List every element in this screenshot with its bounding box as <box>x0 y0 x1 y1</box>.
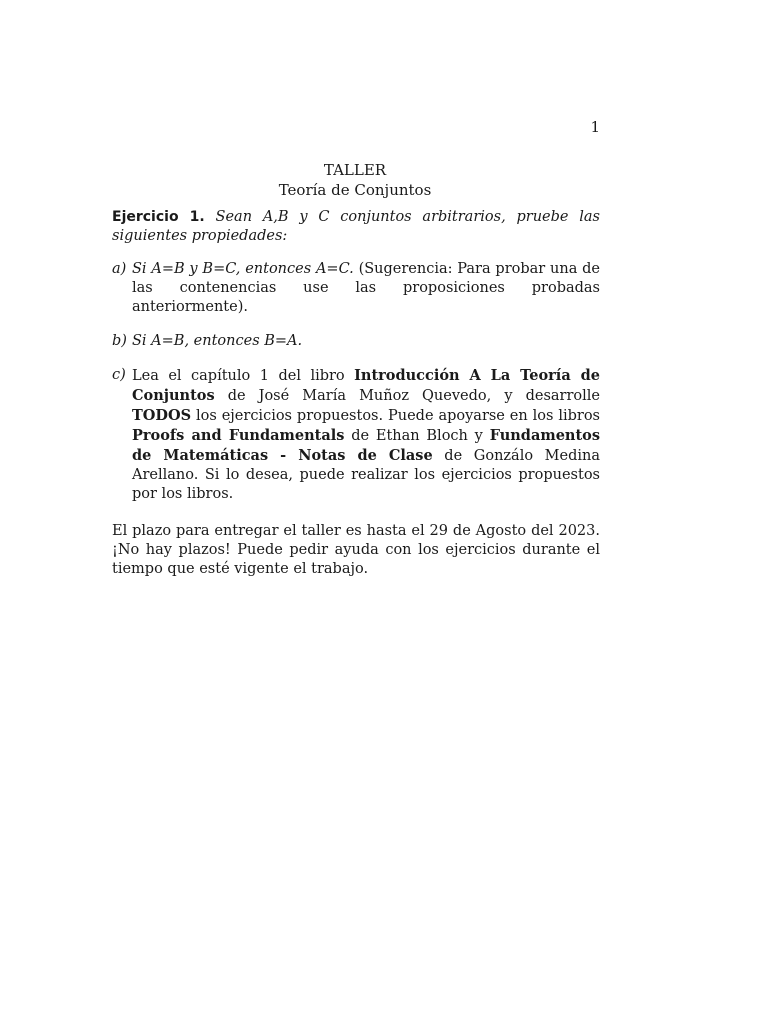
item-italic-text: Si A=B, entonces B=A. <box>132 333 303 349</box>
exercise-statement: Sean A,B y C conjuntos arbitrarios, pruebe las siguientes propiedades: <box>112 209 601 244</box>
emphasis-todos: TODOS <box>132 407 192 424</box>
item-text: (Sugerencia: Para probar una de las contenencias use las proposiciones probadas anteriormente). <box>132 261 601 315</box>
book-title-fundamentos: Fundamentos de Matemáticas - Notas de Clase <box>132 427 600 464</box>
exercise-item-a <box>112 260 600 317</box>
item-marker: b) <box>112 333 127 349</box>
document-body <box>112 208 600 594</box>
exercise-heading <box>112 208 600 246</box>
closing-paragraph: El plazo para entregar el taller es hasta el 29 de Agosto del 2023. ¡No hay plazos! Puede pedir ayuda con los ejercicios durante el tiempo que esté vigente el trabajo. <box>112 523 600 577</box>
page-number: 1 <box>590 118 600 136</box>
item-segment: de Gonzálo Medina Arellano. Si lo desea, puede realizar los ejercicios propuestos por los libros. <box>132 448 600 502</box>
item-segment: de José María Muñoz Quevedo, y desarrolle <box>214 388 600 404</box>
item-italic-text: Si A=B y B=C, entonces A=C. <box>132 261 354 277</box>
exercise-label: Ejercicio 1. <box>112 209 205 225</box>
title-block <box>112 160 598 200</box>
item-segment: los ejercicios propuestos. Puede apoyarse en los libros <box>191 408 600 424</box>
exercise-item-c <box>112 366 600 504</box>
document-title: TALLER <box>323 161 387 179</box>
exercise-item-list <box>112 260 600 504</box>
item-segment: de Ethan Bloch y <box>344 428 490 444</box>
item-marker: a) <box>112 261 127 277</box>
exercise-item-b <box>112 332 600 351</box>
item-segment: Lea el capítulo 1 del libro <box>132 368 355 384</box>
document-subtitle: Teoría de Conjuntos <box>278 181 432 199</box>
book-title-introduccion: Introducción A La Teoría de Conjuntos <box>132 367 600 404</box>
book-title-proofs: Proofs and Fundamentals <box>132 427 345 444</box>
item-marker: c) <box>112 367 126 383</box>
